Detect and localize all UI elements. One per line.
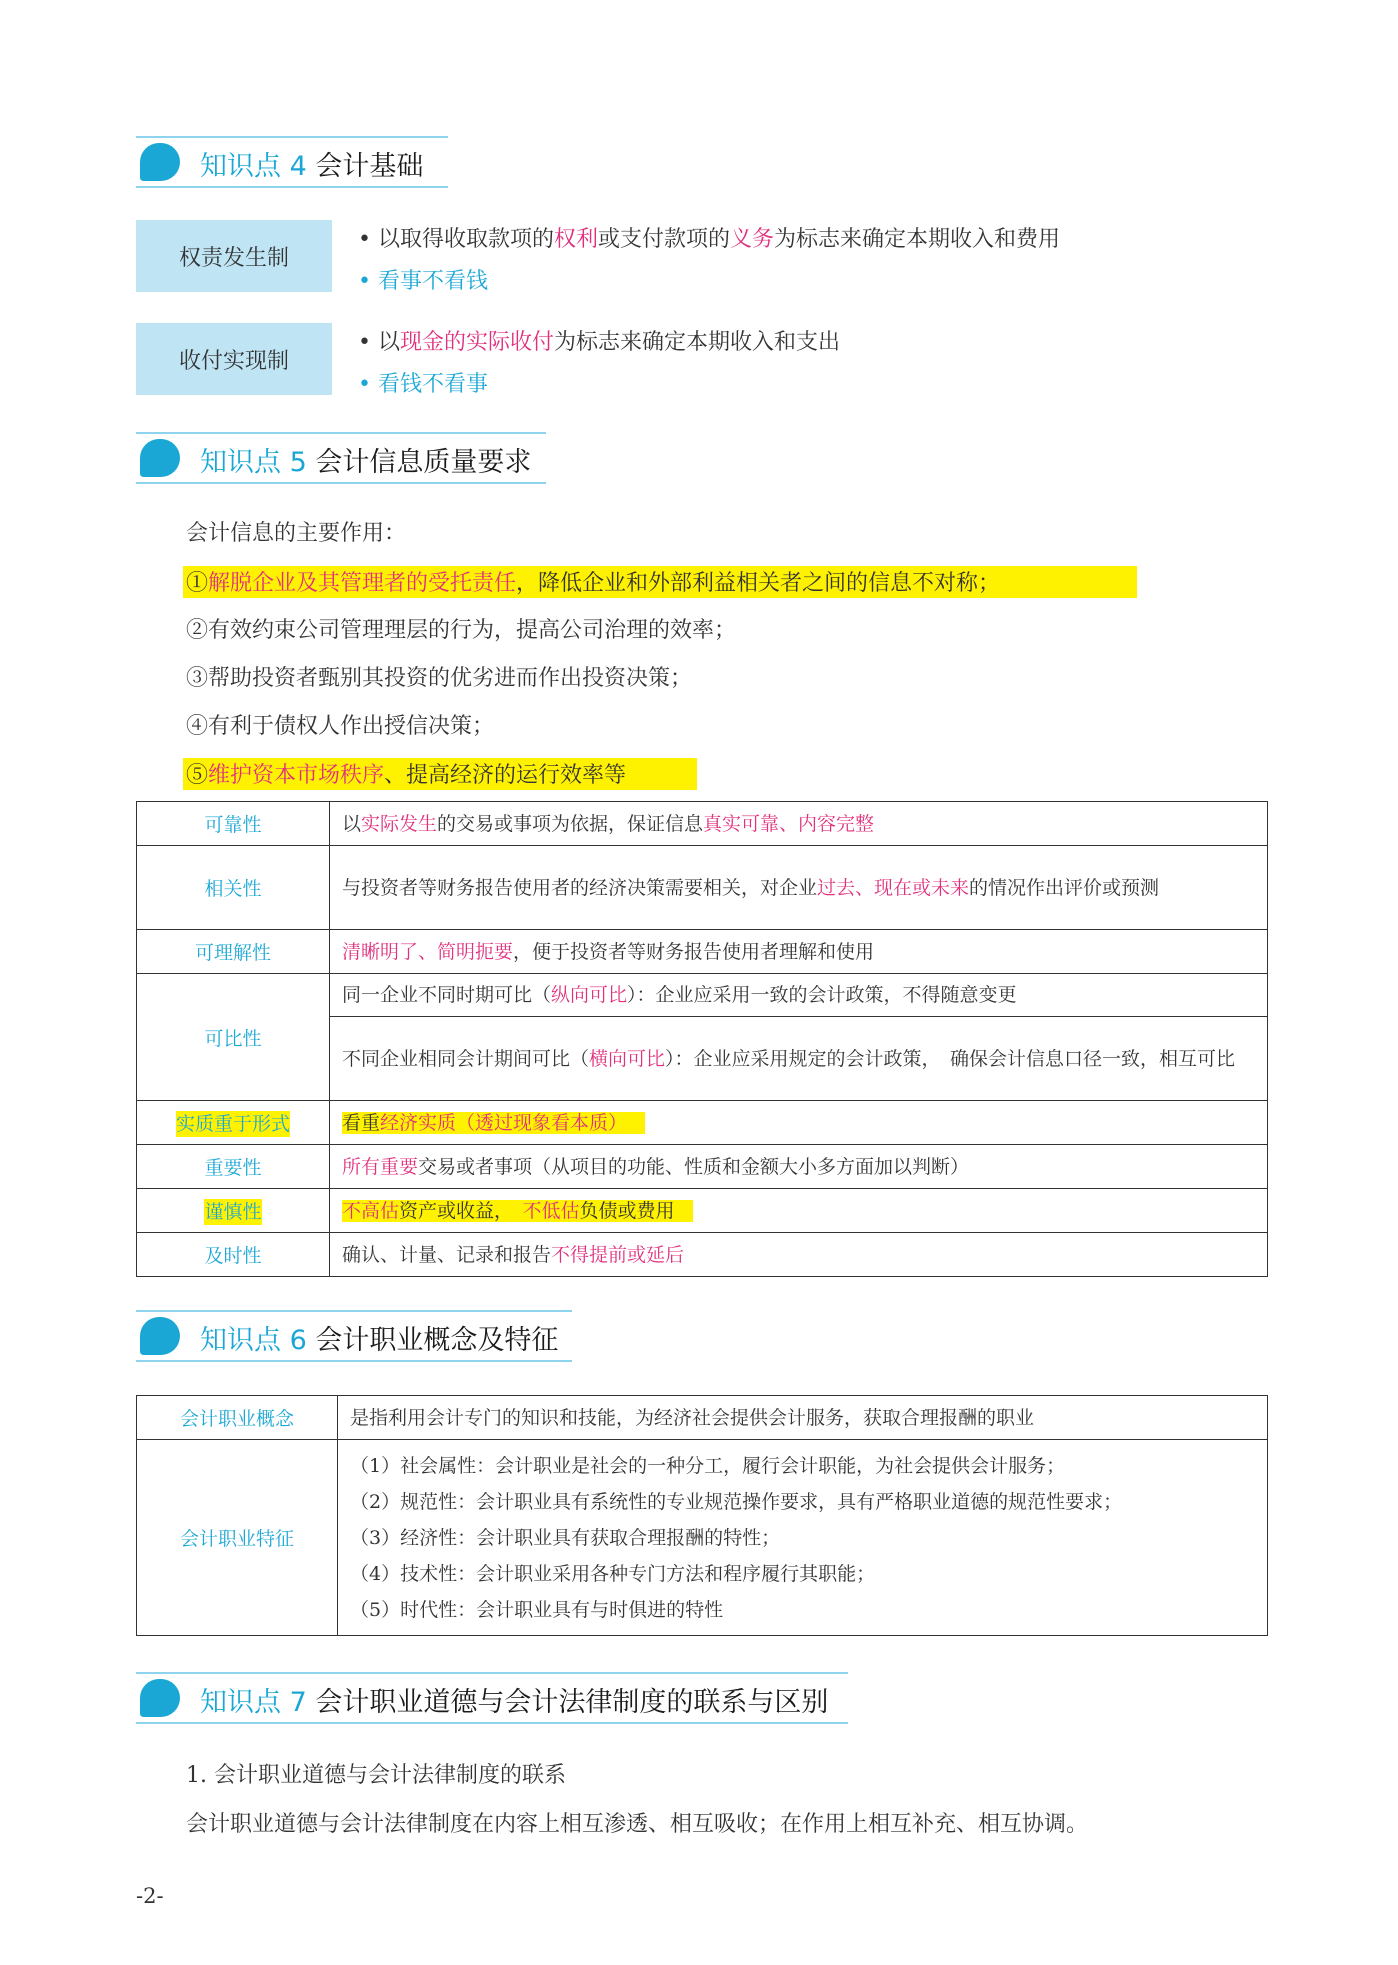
table-row xyxy=(137,1145,1268,1189)
subheading: 1. 会计职业道德与会计法律制度的联系 xyxy=(186,1763,566,1788)
row-text: 看重经济实质（透过现象看本质） xyxy=(330,1101,1268,1145)
section-heading-kp6: 知识点 6 会计职业概念及特征 xyxy=(136,1310,572,1362)
table-row xyxy=(137,846,1268,930)
row-label: 谨慎性 xyxy=(137,1189,330,1233)
table-row xyxy=(137,974,1268,1017)
accrual-bullet-1: • 以取得收取款项的权利或支付款项的义务为标志来确定本期收入和费用 xyxy=(358,227,1061,252)
cash-bullet-2: • 看钱不看事 xyxy=(358,372,488,397)
row-label: 会计职业概念 xyxy=(137,1396,338,1440)
row-text: 确认、计量、记录和报告不得提前或延后 xyxy=(330,1233,1268,1277)
table-row xyxy=(137,1396,1268,1440)
table-row xyxy=(137,1440,1268,1636)
row-text: 不同企业相同会计期间可比（横向可比）：企业应采用规定的会计政策， 确保会计信息口径一致，相互可比 xyxy=(330,1017,1268,1101)
role-item-5: ⑤维护资本市场秩序、提高经济的运行效率等 xyxy=(186,763,627,788)
section-heading-kp4: 知识点 4 会计基础 xyxy=(136,136,448,188)
list-item: （5）时代性：会计职业具有与时俱进的特性 xyxy=(350,1598,724,1621)
section-heading-kp7: 知识点 7 会计职业道德与会计法律制度的联系与区别 xyxy=(136,1672,848,1724)
section-heading-kp5: 知识点 5 会计信息质量要求 xyxy=(136,432,546,484)
table-row xyxy=(137,930,1268,974)
accrual-bullet-2: • 看事不看钱 xyxy=(358,269,488,294)
speech-bubble-icon xyxy=(140,143,180,181)
list-item: （2）规范性：会计职业具有系统性的专业规范操作要求，具有严格职业道德的规范性要求； xyxy=(350,1490,1123,1513)
page-number: -2- xyxy=(136,1884,164,1908)
role-item-1: ①解脱企业及其管理者的受托责任，降低企业和外部利益相关者之间的信息不对称； xyxy=(186,571,1001,596)
row-text: 不高估资产或收益， 不低估负债或费用 xyxy=(330,1189,1268,1233)
list-item: （3）经济性：会计职业具有获取合理报酬的特性； xyxy=(350,1526,781,1549)
row-label: 重要性 xyxy=(137,1145,330,1189)
row-label: 会计职业特征 xyxy=(137,1440,338,1636)
speech-bubble-icon xyxy=(140,439,180,477)
row-label: 可靠性 xyxy=(137,802,330,846)
accrual-basis-box: 权责发生制 xyxy=(136,220,332,292)
section-title: 会计基础 xyxy=(315,151,424,182)
row-text: 所有重要交易或者事项（从项目的功能、性质和金额大小多方面加以判断） xyxy=(330,1145,1268,1189)
cash-basis-box: 收付实现制 xyxy=(136,323,332,395)
cash-bullet-1: • 以现金的实际收付为标志来确定本期收入和支出 xyxy=(358,330,841,355)
row-text: 同一企业不同时期可比（纵向可比）：企业应采用一致的会计政策，不得随意变更 xyxy=(330,974,1268,1017)
table-row xyxy=(137,802,1268,846)
table-row xyxy=(137,1189,1268,1233)
row-label: 可比性 xyxy=(137,974,330,1101)
speech-bubble-icon xyxy=(140,1679,180,1717)
table-row xyxy=(137,1233,1268,1277)
row-text: 与投资者等财务报告使用者的经济决策需要相关，对企业过去、现在或未来的情况作出评价或预测 xyxy=(330,846,1268,930)
row-label: 相关性 xyxy=(137,846,330,930)
speech-bubble-icon xyxy=(140,1317,180,1355)
row-label: 可理解性 xyxy=(137,930,330,974)
list-item: （4）技术性：会计职业采用各种专门方法和程序履行其职能； xyxy=(350,1562,876,1585)
row-label: 实质重于形式 xyxy=(137,1101,330,1145)
role-item-3: ③帮助投资者甄别其投资的优劣进而作出投资决策； xyxy=(186,666,693,691)
row-text: 以实际发生的交易或事项为依据，保证信息真实可靠、内容完整 xyxy=(330,802,1268,846)
row-text: 是指利用会计专门的知识和技能，为经济社会提供会计服务，获取合理报酬的职业 xyxy=(338,1396,1268,1440)
list-item: （1）社会属性：会计职业是社会的一种分工，履行会计职能，为社会提供会计服务； xyxy=(350,1454,1066,1477)
role-item-2: ②有效约束公司管理理层的行为，提高公司治理的效率； xyxy=(186,618,737,643)
section-title: 会计职业概念及特征 xyxy=(315,1325,559,1356)
table-row xyxy=(137,1101,1268,1145)
profession-table xyxy=(136,1395,1268,1636)
row-text: 清晰明了、简明扼要，便于投资者等财务报告使用者理解和使用 xyxy=(330,930,1268,974)
paragraph: 会计职业道德与会计法律制度在内容上相互渗透、相互吸收；在作用上相互补充、相互协调。 xyxy=(186,1812,1089,1837)
row-text xyxy=(338,1440,1268,1636)
section-title: 会计职业道德与会计法律制度的联系与区别 xyxy=(315,1687,829,1718)
row-label: 及时性 xyxy=(137,1233,330,1277)
intro-text: 会计信息的主要作用： xyxy=(186,521,407,546)
role-item-4: ④有利于债权人作出授信决策； xyxy=(186,714,495,739)
section-title: 会计信息质量要求 xyxy=(315,447,532,478)
quality-requirements-table xyxy=(136,801,1268,1277)
